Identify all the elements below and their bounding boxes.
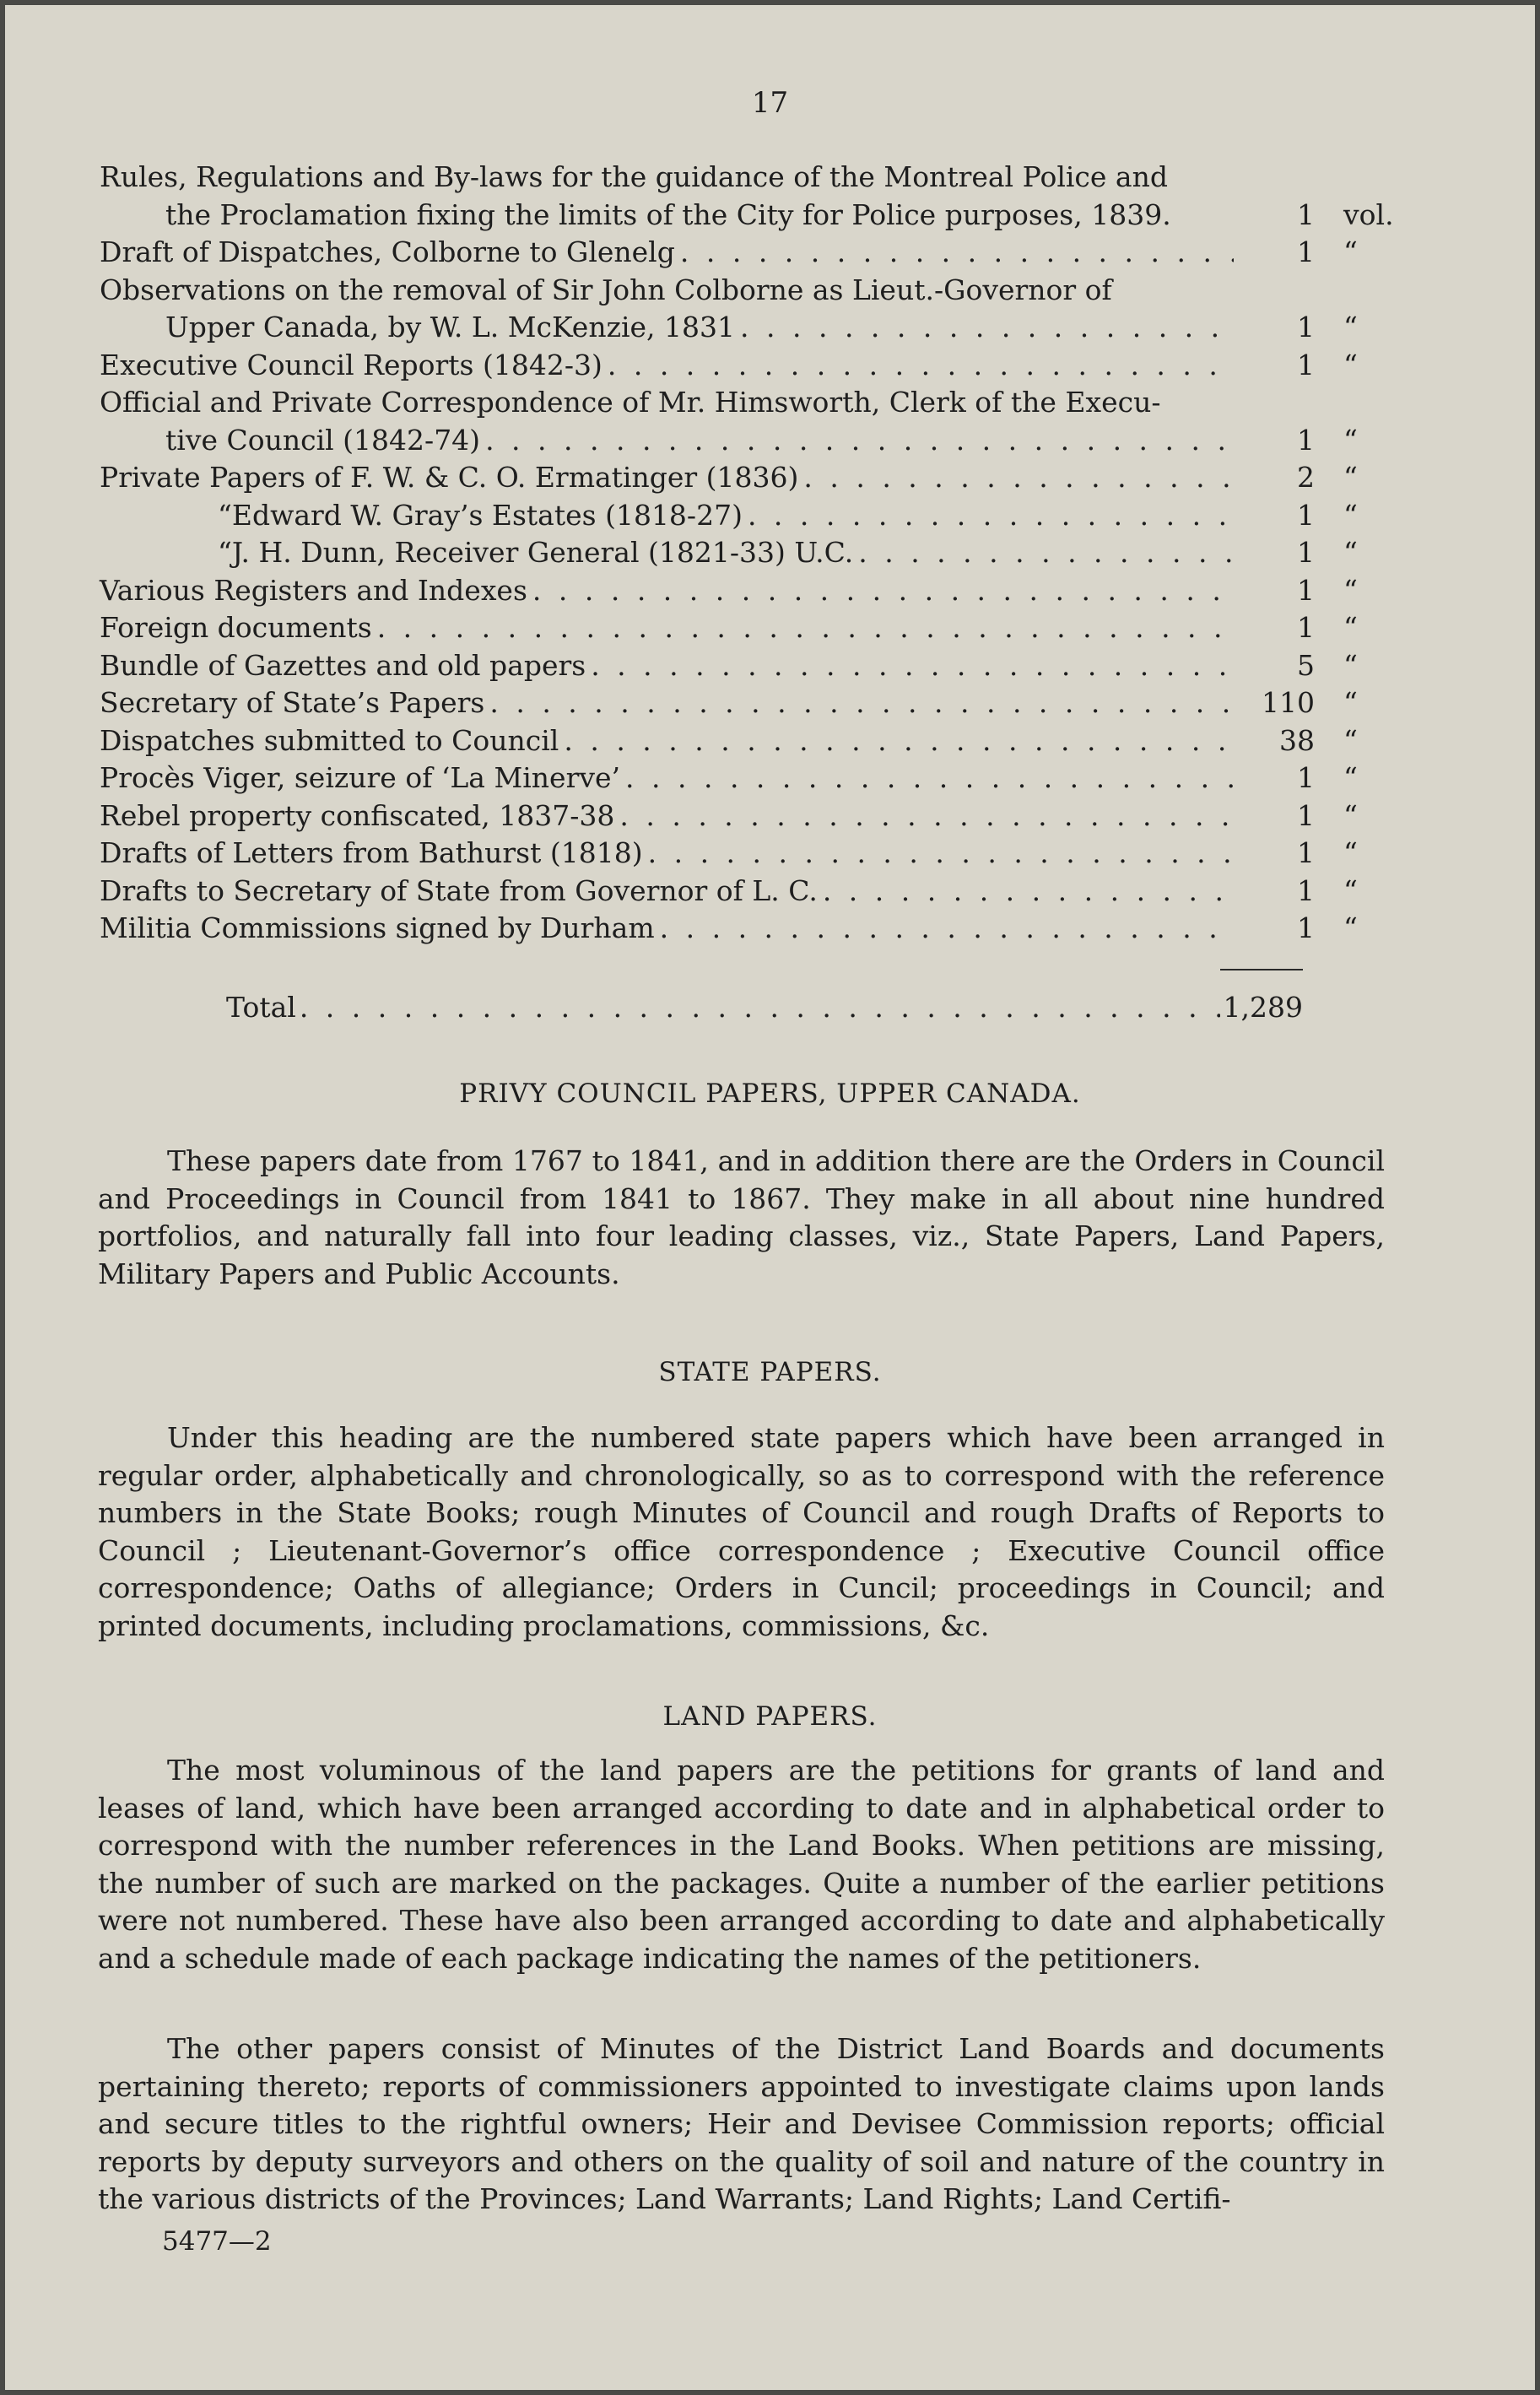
entry-count: 5	[1297, 648, 1315, 682]
inventory-entry	[100, 159, 1394, 234]
leader-dots	[489, 684, 1234, 722]
inventory-entry	[100, 534, 1382, 572]
entry-text: Executive Council Reports (1842-3)	[100, 348, 602, 381]
leader-dots	[619, 797, 1234, 835]
entry-text: Various Registers and Indexes	[100, 573, 527, 607]
entry-count: 1	[1297, 197, 1315, 231]
inventory-list	[100, 159, 1394, 948]
inventory-entry	[100, 234, 1382, 272]
inventory-entry	[100, 497, 1382, 535]
leader-dots	[803, 459, 1234, 497]
inventory-entry	[100, 910, 1382, 948]
entry-count: 1	[1297, 498, 1315, 532]
entry-count: 38	[1279, 723, 1315, 757]
entry-count: 1	[1297, 873, 1315, 907]
footer-code: 5477—2	[162, 2226, 272, 2257]
ditto-mark: “	[218, 498, 232, 532]
entry-text: Draft of Dispatches, Colborne to Glenelg	[100, 235, 675, 268]
entry-unit: “	[1343, 498, 1358, 532]
land-papers-paragraph-1: The most voluminous of the land papers are the petitions for grants of land and leases of land, which have been arranged according to date and in alphabetical order to correspond with the number references in the Land Books. When petitions are missing, the number of such are marked on the packages. Quite a number of the earlier petitions were not numbered. These have also been arranged according to date and alphabetically and a schedule made of each package indicating the names of the petitioners.	[98, 1754, 1385, 1975]
inventory-entry	[100, 647, 1382, 685]
inventory-entry	[100, 384, 1382, 459]
state-papers-paragraph: Under this heading are the numbered state papers which have been arranged in regular order, alphabetically and chronologically, so as to correspond with the reference numbers in the State Books; rough Minutes of Council and rough Drafts of Reports to Council ; Lieutenant-Governor’s office correspondence ; Executive Council office correspondence; Oaths of allegiance; Orders in Cuncil; proceedings in Council; and printed documents, including proclamations, commissions, &c.	[98, 1421, 1385, 1642]
entry-text: Official and Private Correspondence of Mr. Himsworth, Clerk of the Execu-	[100, 386, 1161, 419]
entry-text: Procès Viger, seizure of ‘La Minerve’	[100, 761, 621, 794]
leader-dots	[532, 572, 1234, 610]
entry-unit: “	[1343, 873, 1358, 907]
leader-dots	[648, 835, 1234, 873]
entry-text: J. H. Dunn, Receiver General (1821-33) U.C.	[231, 536, 854, 569]
leader-dots	[625, 760, 1234, 797]
entry-text: Secretary of State’s Papers	[100, 686, 485, 719]
entry-unit: “	[1343, 686, 1358, 719]
entry-unit: “	[1343, 798, 1358, 832]
entry-text: Upper Canada, by W. L. McKenzie, 1831	[165, 311, 736, 343]
land-papers-paragraph-2: The other papers consist of Minutes of the District Land Boards and documents pertaining thereto; reports of commissioners appointed to investigate claims upon lands and secure titles to the rightful owners; Heir and Devisee Commission reports; official reports by deputy surveyors and others on the quality of soil and nature of the country in the various districts of the Provinces; Land Warrants; Land Rights; Land Certifi-	[98, 2032, 1385, 2215]
entry-count: 1	[1297, 423, 1315, 457]
leader-dots	[485, 422, 1234, 460]
entry-text: Rebel property confiscated, 1837-38	[100, 798, 615, 832]
leader-dots	[823, 873, 1234, 911]
entry-text: Edward W. Gray’s Estates (1818-27)	[231, 498, 743, 532]
entry-unit: “	[1343, 573, 1358, 607]
page-number: 17	[751, 86, 789, 120]
privy-council-heading: PRIVY COUNCIL PAPERS, UPPER CANADA.	[459, 1079, 1081, 1109]
entry-text: Dispatches submitted to Council	[100, 723, 559, 757]
leader-dots	[377, 609, 1234, 647]
entry-unit: “	[1343, 235, 1358, 268]
entry-text: the Proclamation fixing the limits of the City for Police purposes, 1839.	[165, 197, 1171, 231]
entry-text: Drafts to Secretary of State from Governor of L. C.	[100, 873, 818, 907]
inventory-entry	[100, 609, 1382, 647]
state-papers-heading: STATE PAPERS.	[658, 1357, 882, 1387]
entry-unit: “	[1343, 461, 1358, 494]
inventory-entry	[100, 873, 1382, 911]
inventory-entry	[100, 760, 1382, 797]
entry-unit: “	[1343, 348, 1358, 381]
inventory-entry	[100, 722, 1382, 760]
total-leader-dots	[300, 991, 1220, 1024]
entry-count: 1	[1297, 311, 1315, 343]
entry-text: Drafts of Letters from Bathurst (1818)	[100, 836, 643, 869]
inventory-entry	[100, 684, 1382, 722]
land-papers-heading: LAND PAPERS.	[662, 1701, 878, 1732]
entry-text: Private Papers of F. W. & C. O. Ermatinger (1836)	[100, 461, 799, 494]
entry-unit: vol.	[1343, 197, 1394, 231]
entry-count: 2	[1297, 461, 1315, 494]
document-page	[5, 5, 1535, 2390]
leader-dots	[608, 347, 1234, 385]
total-rule	[1220, 969, 1303, 970]
privy-council-paragraph: These papers date from 1767 to 1841, and in addition there are the Orders in Council and Proceedings in Council from 1841 to 1867. They make in all about nine hundred portfolios, and naturally fall into four leading classes, viz., State Papers, Land Papers, Military Papers and Public Accounts.	[98, 1144, 1385, 1290]
entry-text: Rules, Regulations and By-laws for the guidance of the Montreal Police and	[100, 160, 1168, 193]
entry-text: Foreign documents	[100, 611, 372, 644]
entry-text: Observations on the removal of Sir John Colborne as Lieut.-Governor of	[100, 273, 1112, 306]
inventory-entry	[100, 347, 1382, 385]
entry-unit: “	[1343, 611, 1358, 644]
total-label: Total	[226, 991, 296, 1024]
leader-dots	[591, 647, 1234, 685]
entry-unit: “	[1343, 911, 1358, 944]
total-value: 1,289	[1223, 991, 1303, 1024]
entry-text: Militia Commissions signed by Durham	[100, 911, 655, 944]
leader-dots	[660, 910, 1234, 948]
total-row	[226, 991, 1303, 1024]
entry-count: 1	[1297, 235, 1315, 268]
entry-text: tive Council (1842-74)	[165, 423, 481, 457]
inventory-entry	[100, 272, 1382, 347]
inventory-entry	[100, 797, 1382, 835]
entry-text: Bundle of Gazettes and old papers	[100, 648, 586, 682]
entry-count: 1	[1297, 348, 1315, 381]
entry-unit: “	[1343, 648, 1358, 682]
entry-unit: “	[1343, 761, 1358, 794]
entry-unit: “	[1343, 836, 1358, 869]
entry-count: 110	[1262, 686, 1315, 719]
entry-unit: “	[1343, 423, 1358, 457]
entry-count: 1	[1297, 911, 1315, 944]
leader-dots	[740, 309, 1234, 347]
inventory-entry	[100, 835, 1382, 873]
entry-count: 1	[1297, 798, 1315, 832]
entry-unit: “	[1343, 536, 1358, 569]
entry-count: 1	[1297, 611, 1315, 644]
leader-dots	[748, 497, 1234, 535]
inventory-entry	[100, 572, 1382, 610]
leader-dots	[680, 234, 1234, 272]
entry-unit: “	[1343, 723, 1358, 757]
entry-count: 1	[1297, 761, 1315, 794]
entry-count: 1	[1297, 836, 1315, 869]
entry-count: 1	[1297, 573, 1315, 607]
entry-count: 1	[1297, 536, 1315, 569]
inventory-entry	[100, 459, 1382, 497]
entry-unit: “	[1343, 311, 1358, 343]
leader-dots	[858, 534, 1234, 572]
ditto-mark: “	[218, 536, 232, 569]
leader-dots	[564, 722, 1234, 760]
